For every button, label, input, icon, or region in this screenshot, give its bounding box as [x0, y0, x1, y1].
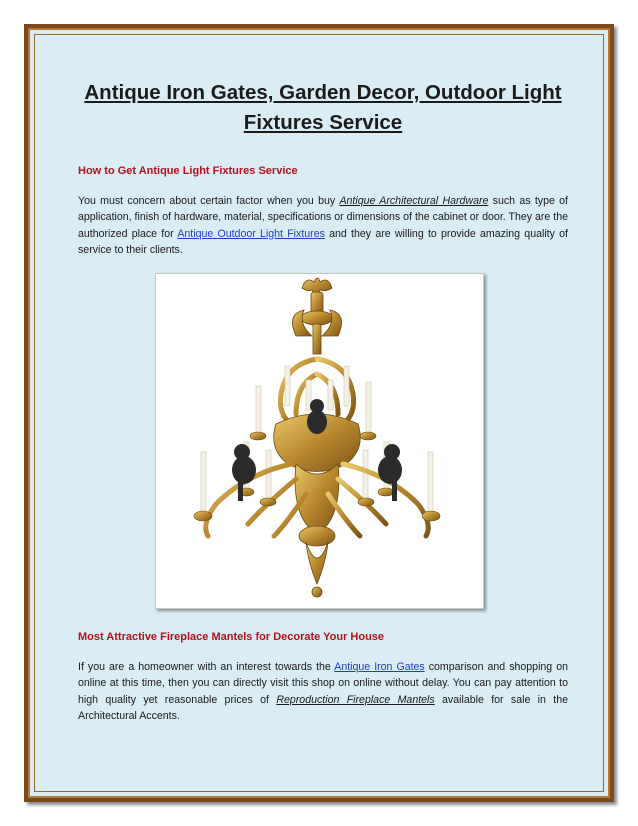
- document-page: [24, 24, 614, 802]
- paragraph-text: comparison and shopping on online at this time, then you can directly visit this shop on online without delay. You can pay attention to high quality yet reasonable prices of: [78, 661, 568, 706]
- chandelier-illustration: [156, 274, 483, 608]
- chandelier-image: [155, 273, 484, 609]
- section-heading-fireplace-mantels: Most Attractive Fireplace Mantels for Decorate Your House: [78, 631, 385, 643]
- chandelier-body: [274, 414, 361, 597]
- chandelier-crown: [292, 278, 341, 354]
- section-heading-light-fixtures: How to Get Antique Light Fixtures Service: [78, 165, 298, 177]
- link-antique-outdoor-light-fixtures[interactable]: Antique Outdoor Light Fixtures: [177, 227, 325, 240]
- link-reproduction-fireplace-mantels[interactable]: Reproduction Fireplace Mantels: [276, 693, 435, 706]
- link-antique-iron-gates[interactable]: Antique Iron Gates: [334, 661, 425, 673]
- paragraph-text: If you are a homeowner with an interest towards the: [78, 661, 335, 673]
- paragraph-text: and they are willing to provide amazing quality of service to their clients.: [78, 227, 568, 256]
- paragraph-text: available for sale in the Architectural Accents.: [78, 693, 568, 722]
- paragraph-text: such as type of application, finish of hardware, material, specifications or dimensions of the cabinet or door. They are the authorized place for: [78, 195, 568, 240]
- document-title: Antique Iron Gates, Garden Decor, Outdoor Light Fixtures Service: [84, 81, 562, 134]
- section-paragraph-light-fixtures: [78, 193, 568, 258]
- section-paragraph-fireplace-mantels: [78, 659, 568, 724]
- link-antique-architectural-hardware[interactable]: Antique Architectural Hardware: [339, 195, 489, 207]
- paragraph-text: You must concern about certain factor when you buy: [78, 195, 340, 207]
